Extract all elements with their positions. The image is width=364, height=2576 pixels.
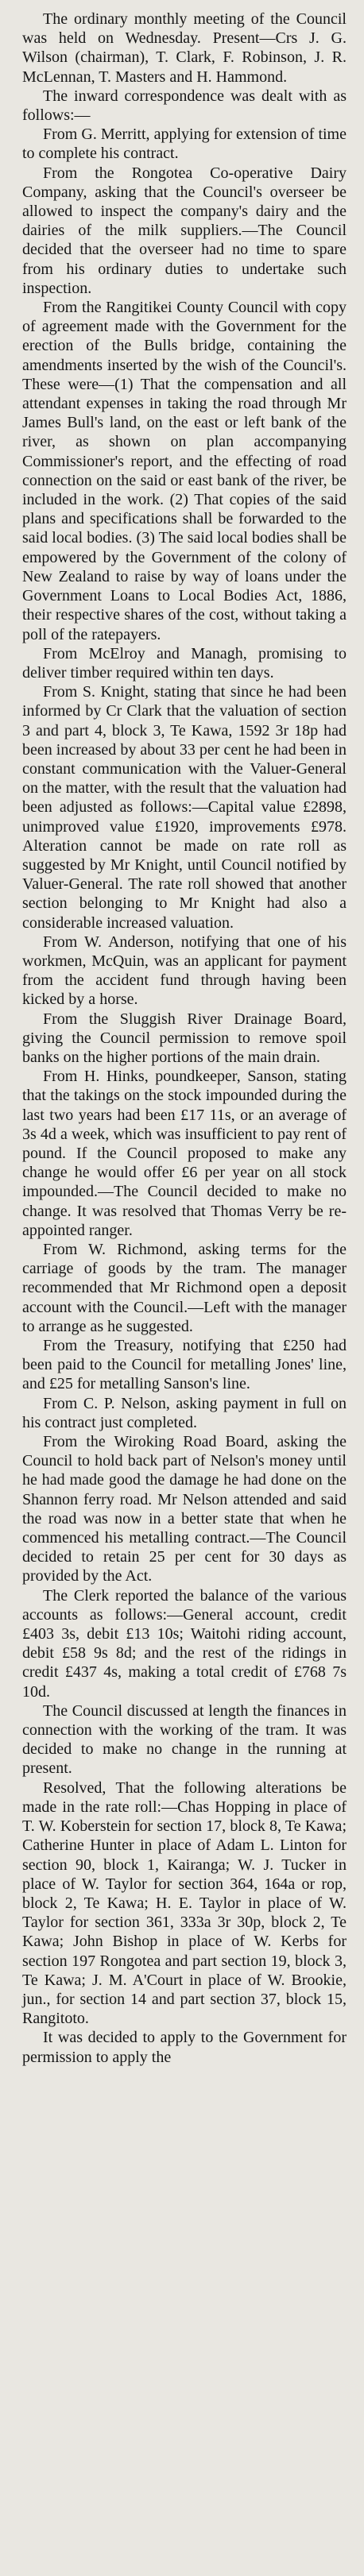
drainage-board-paragraph: From the Sluggish River Drainage Board, giving the Council permission to remove spoil banks on the higher portions of the main drain. <box>22 1010 347 1066</box>
correspondence-heading-paragraph: The inward correspondence was dealt with as follows:— <box>22 87 347 125</box>
rongotea-dairy-paragraph: From the Rongotea Co-operative Dairy Company, asking that the Council's overseer be allowed to inspect the company's dairy and the dairies of the milk suppliers.—The Council decided that the overseer had no time to spare from his ordinary duties to undertake such inspection. <box>22 164 347 297</box>
poundkeeper-paragraph: From H. Hinks, poundkeeper, Sanson, stating that the takings on the stock impounded during the last two years had been £17 11s, or an average of 3s 4d a week, which was insufficient to pay rent of pound. If the Council proposed to make any change he would offer £6 per year on all stock impounded.—The Council decided to make no change. It was resolved that Thomas Verry be re-appointed ranger. <box>22 1068 347 1239</box>
richmond-tram-paragraph: From W. Richmond, asking terms for the carriage of goods by the tram. The manager recommended that Mr Richmond open a deposit account with the Council.—Left with the manager to arrange as he suggested. <box>22 1241 347 1335</box>
merritt-letter-paragraph: From G. Merritt, applying for extension of time to complete his contract. <box>22 126 347 163</box>
anderson-accident-paragraph: From W. Anderson, notifying that one of his workmen, McQuin, was an applicant for payment from the accident fund through having been kicked by a horse. <box>22 933 347 1009</box>
mcelroy-managh-paragraph: From McElroy and Managh, promising to deliver timber required within ten days. <box>22 644 347 682</box>
rangitikei-council-paragraph: From the Rangitikei County Council with copy of agreement made with the Government for the erection of the Bulls bridge, containing the amendments inserted by the wish of the Council's. These were—(1) That the compensation and all attendant expenses in taking the road through Mr James Bull's land, on the east or left bank of the river, as shown on plan accompanying Commissioner's report, and the effecting of road connection on the said or east bank of the river, be included in the work. (2) That copies of the said plans and specifications shall be forwarded to the said local bodies. (3) The said local bodies shall be empowered by the Government of the colony of New Zealand to raise by way of loans under the Government Loans to Local Bodies Act, 1886, their respective shares of the cost, without taking a poll of the ratepayers. <box>22 299 347 643</box>
nelson-payment-paragraph: From C. P. Nelson, asking payment in full on his contract just completed. <box>22 1394 347 1431</box>
wiroking-road-board-paragraph: From the Wiroking Road Board, asking the Council to hold back part of Nelson's money until he had made good the damage he had done on the Shannon ferry road. Mr Nelson attended and said the road was now in a better state that when he commenced his metalling contract.—The Council decided to retain 25 per cent for 30 days as provided by the Act. <box>22 1433 347 1585</box>
knight-valuation-paragraph: From S. Knight, stating that since he had been informed by Cr Clark that the valuation of section 3 and part 4, block 3, Te Kawa, 1592 3r 18p had been increased by about 33 per cent he had been in constant communication with the Valuer-General on the matter, with the result that the valuation had been adjusted as follows:—Capital value £2898, unimproved value £1920, improvements £978. Alteration cannot be made on rate roll as suggested by Mr Knight, until Council notified by Valuer-General. The rate roll showed that another section belonging to Mr Knight had also a considerable increased valuation. <box>22 683 347 932</box>
rate-roll-paragraph: Resolved, That the following alterations be made in the rate roll:—Chas Hopping in place of T. W. Koberstein for section 17, block 8, Te Kawa; Catherine Hunter in place of Adam L. Linton for section 90, block 1, Kairanga; W. J. Tucker in place of W. Taylor for section 364, 164a or rop, block 2, Te Kawa; H. E. Taylor in place of W. Taylor for section 361, 333a 3r 30p, block 2, Te Kawa; John Bishop in place of W. Kerbs for section 197 Rongotea and part section 19, block 3, Te Kawa; J. M. A'Court in place of W. Brookie, jun., for section 14 and part section 37, block 15, Rangitoto. <box>22 1778 347 2028</box>
treasury-paragraph: From the Treasury, notifying that £250 had been paid to the Council for metalling Jones' line, and £25 for metalling Sanson's line. <box>22 1337 347 1393</box>
meeting-intro-paragraph: The ordinary monthly meeting of the Council was held on Wednesday. Present—Crs J. G. Wilson (chairman), T. Clark, F. Robinson, J. R. McLennan, T. Masters and H. Hammond. <box>22 10 347 86</box>
tram-finances-paragraph: The Council discussed at length the finances in connection with the working of the tram. It was decided to make no change in the running at present. <box>22 1701 347 1778</box>
government-application-paragraph: It was decided to apply to the Government for permission to apply the <box>22 2029 347 2066</box>
accounts-balance-paragraph: The Clerk reported the balance of the various accounts as follows:—General account, credit £403 3s, debit £13 10s; Waitohi riding account, debit £58 9s 8d; and the rest of the ridings in credit £437 4s, making a total credit of £768 7s 10d. <box>22 1586 347 1701</box>
